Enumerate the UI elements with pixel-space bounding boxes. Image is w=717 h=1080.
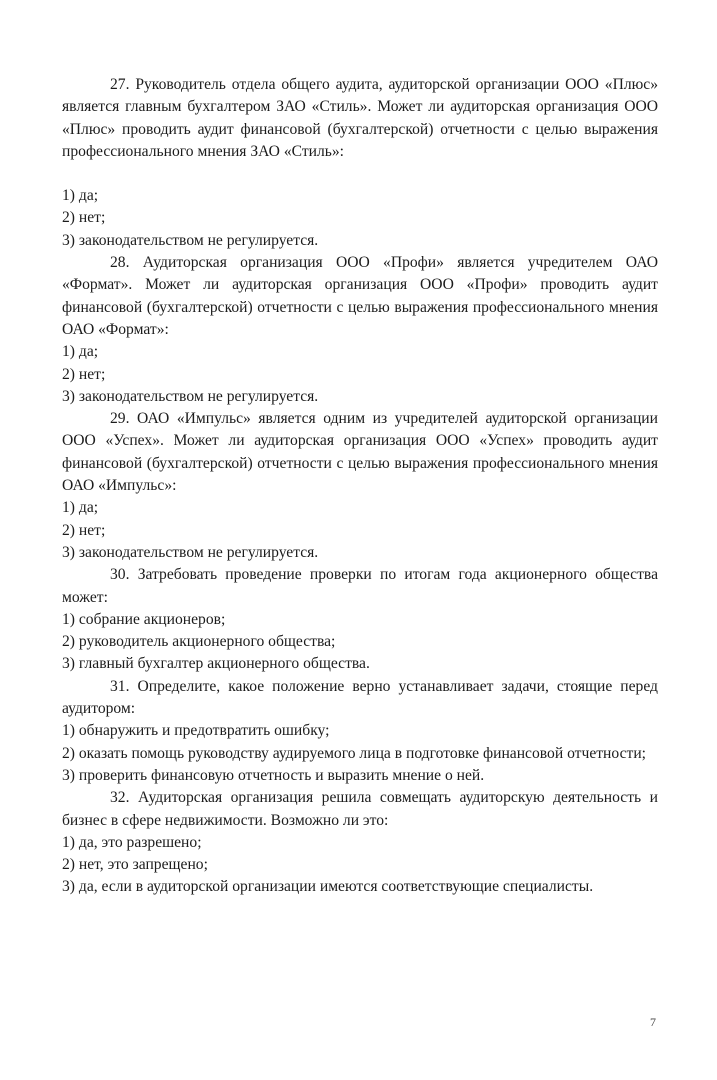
question-28-option-3: 3) законодательством не регулируется. xyxy=(62,387,319,405)
question-32-option-2: 2) нет, это запрещено; xyxy=(62,856,208,874)
question-31-option-3: 3) проверить финансовую отчетность и выразить мнение о ней. xyxy=(62,766,485,784)
question-30-option-1: 1) собрание акционеров; xyxy=(62,610,226,628)
question-29-option-2: 2) нет; xyxy=(62,521,106,539)
question-27: 27. Руководитель отдела общего аудита, аудиторской организации ООО «Плюс» является главным бухгалтером ЗАО «Стиль». Может ли аудиторская организация ООО «Плюс» проводить аудит финансовой (бухгалтерской) отчетности с целью выражения профессионального мнения ЗАО «Стиль»: xyxy=(62,76,658,160)
question-27-option-1: 1) да; xyxy=(62,187,99,205)
question-28: 28. Аудиторская организация ООО «Профи» является учредителем ОАО «Формат». Может ли аудиторская организация ООО «Профи» проводить аудит финансовой (бухгалтерской) отчетности с целью выражения профессионального мнения ОАО «Формат»: xyxy=(62,254,658,338)
question-30-option-3: 3) главный бухгалтер акционерного общества. xyxy=(62,655,370,673)
question-32-option-1: 1) да, это разрешено; xyxy=(62,833,202,851)
question-31-option-2: 2) оказать помощь руководству аудируемого лица в подготовке финансовой отчетности; xyxy=(62,744,646,762)
question-27-option-2: 2) нет; xyxy=(62,209,106,227)
question-28-option-1: 1) да; xyxy=(62,343,99,361)
page-number: 7 xyxy=(650,1015,656,1029)
question-30: 30. Затребовать проведение проверки по итогам года акционерного общества может: xyxy=(62,566,658,606)
question-32-option-3: 3) да, если в аудиторской организации имеются соответствующие специалисты. xyxy=(62,878,594,896)
question-28-option-2: 2) нет; xyxy=(62,365,106,383)
question-32: 32. Аудиторская организация решила совмещать аудиторскую деятельность и бизнес в сфере недвижимости. Возможно ли это: xyxy=(62,789,658,829)
question-29-option-3: 3) законодательством не регулируется. xyxy=(62,543,319,561)
question-29: 29. ОАО «Импульс» является одним из учредителей аудиторской организации ООО «Успех». Может ли аудиторская организация ООО «Успех» проводить аудит финансовой (бухгалтерской) отчетности с целью выражения профессионального мнения ОАО «Импульс»: xyxy=(62,410,658,495)
question-30-option-2: 2) руководитель акционерного общества; xyxy=(62,633,336,651)
question-31: 31. Определите, какое положение верно устанавливает задачи, стоящие перед аудитором: xyxy=(62,677,658,718)
question-29-option-1: 1) да; xyxy=(62,499,99,517)
question-31-option-1: 1) обнаружить и предотвратить ошибку; xyxy=(62,722,330,740)
document-page xyxy=(62,74,658,899)
question-27-option-3: 3) законодательством не регулируется. xyxy=(62,231,319,249)
